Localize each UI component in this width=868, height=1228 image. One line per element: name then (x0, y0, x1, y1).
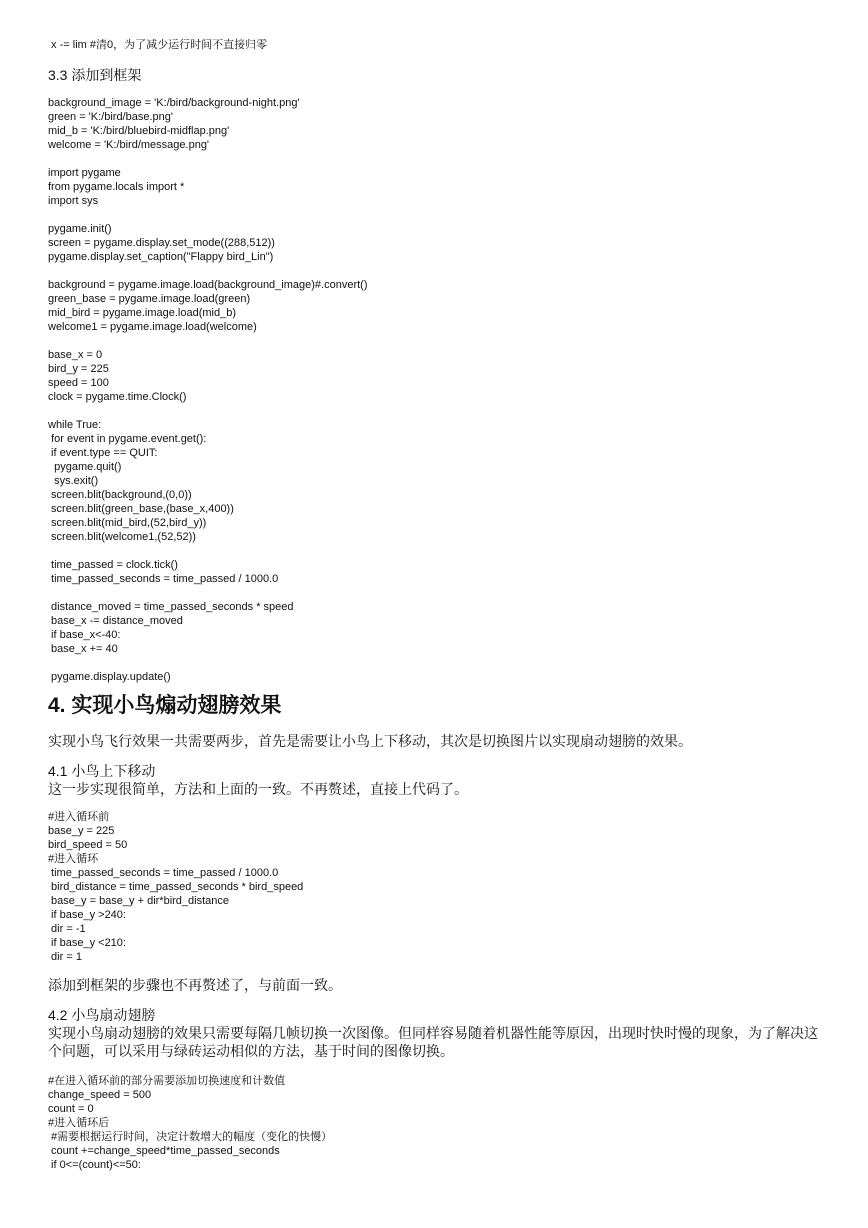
code-line: base_x += 40 (48, 643, 118, 655)
code-line: count +=change_speed*time_passed_seconds (48, 1145, 280, 1157)
section-3-3-heading: 3.3 添加到框架 (48, 67, 142, 83)
code-line: welcome1 = pygame.image.load(welcome) (48, 321, 257, 333)
code-line: #需要根据运行时间，决定计数增大的幅度（变化的快慢） (48, 1131, 333, 1143)
code-line: bird_speed = 50 (48, 839, 128, 851)
code-line: import sys (48, 195, 99, 207)
code-line (48, 404, 828, 418)
code-line (48, 586, 828, 600)
code-line: base_x = 0 (48, 349, 103, 361)
code-line: time_passed_seconds = time_passed / 1000.0 (48, 573, 279, 585)
code-line: for event in pygame.event.get(): (48, 433, 207, 445)
code-line: bird_y = 225 (48, 363, 109, 375)
code-line: speed = 100 (48, 377, 109, 389)
code-line: sys.exit() (48, 475, 99, 487)
code-line: screen.blit(green_base,(base_x,400)) (48, 503, 234, 515)
code-line: distance_moved = time_passed_seconds * speed (48, 601, 294, 613)
section-4-1-text: 这一步实现很简单，方法和上面的一致。不再赘述，直接上代码了。 (48, 781, 468, 797)
code-line: pygame.display.update() (48, 671, 171, 683)
code-line: screen.blit(welcome1,(52,52)) (48, 531, 196, 543)
code-line: mid_b = 'K:/bird/bluebird-midflap.png' (48, 125, 230, 137)
code-line: base_x -= distance_moved (48, 615, 183, 627)
section-4-2-text-line-1: 实现小鸟扇动翅膀的效果只需要每隔几帧切换一次图像。但同样容易随着机器性能等原因，出现时快时慢的现象，为了解决这 (48, 1025, 818, 1041)
code-block-add-to-frame (48, 96, 828, 684)
code-line: base_y = 225 (48, 825, 115, 837)
code-line: base_y = base_y + dir*bird_distance (48, 895, 230, 907)
code-line: if event.type == QUIT: (48, 447, 158, 459)
code-line: #在进入循环前的部分需要添加切换速度和计数值 (48, 1075, 286, 1087)
code-line: dir = 1 (48, 951, 82, 963)
code-line (48, 334, 828, 348)
code-line: screen.blit(background,(0,0)) (48, 489, 192, 501)
code-line (48, 656, 828, 670)
code-line: green = 'K:/bird/base.png' (48, 111, 173, 123)
code-line: mid_bird = pygame.image.load(mid_b) (48, 307, 237, 319)
code-line: screen.blit(mid_bird,(52,bird_y)) (48, 517, 207, 529)
code-line: change_speed = 500 (48, 1089, 152, 1101)
code-line (48, 264, 828, 278)
section-4-2-heading: 4.2 小鸟扇动翅膀 (48, 1007, 156, 1023)
code-line: pygame.display.set_caption("Flappy bird_Lin") (48, 251, 274, 263)
code-block-wing-flap (48, 1074, 828, 1172)
code-line: time_passed_seconds = time_passed / 1000.0 (48, 867, 279, 879)
code-line: if 0<=(count)<=50: (48, 1159, 141, 1171)
code-line: dir = -1 (48, 923, 86, 935)
code-line: #进入循环前 (48, 811, 110, 823)
code-block-bird-move (48, 810, 828, 964)
section-4-heading: 4. 实现小鸟煽动翅膀效果 (48, 694, 282, 717)
code-line: pygame.init() (48, 223, 112, 235)
code-line: background_image = 'K:/bird/background-night.png' (48, 97, 300, 109)
code-line: clock = pygame.time.Clock() (48, 391, 187, 403)
code-line: if base_x<-40: (48, 629, 121, 641)
code-line (48, 208, 828, 222)
code-line: while True: (48, 419, 102, 431)
section-4-intro: 实现小鸟飞行效果一共需要两步，首先是需要让小鸟上下移动，其次是切换图片以实现扇动翅膀的效果。 (48, 733, 692, 749)
code-line: #进入循环 (48, 853, 99, 865)
section-4-1-heading: 4.1 小鸟上下移动 (48, 763, 156, 779)
section-4-2-text-line-2: 个问题，可以采用与绿砖运动相似的方法，基于时间的图像切换。 (48, 1043, 454, 1059)
code-line: if base_y >240: (48, 909, 126, 921)
section-4-1-after-text: 添加到框架的步骤也不再赘述了，与前面一致。 (48, 977, 342, 993)
code-line (48, 152, 828, 166)
code-line: from pygame.locals import * (48, 181, 185, 193)
code-line (48, 544, 828, 558)
code-line: bird_distance = time_passed_seconds * bird_speed (48, 881, 304, 893)
code-line: time_passed = clock.tick() (48, 559, 178, 571)
code-line: background = pygame.image.load(background_image)#.convert() (48, 279, 368, 291)
code-line: import pygame (48, 167, 121, 179)
code-line: count = 0 (48, 1103, 94, 1115)
code-line-top: x -= lim #清0，为了减少运行时间不直接归零 (48, 39, 268, 51)
code-line: welcome = 'K:/bird/message.png' (48, 139, 210, 151)
code-line: if base_y <210: (48, 937, 126, 949)
code-line: #进入循环后 (48, 1117, 110, 1129)
code-line: screen = pygame.display.set_mode((288,512)) (48, 237, 275, 249)
code-line: pygame.quit() (48, 461, 122, 473)
document-page (48, 38, 828, 1172)
code-line: green_base = pygame.image.load(green) (48, 293, 251, 305)
